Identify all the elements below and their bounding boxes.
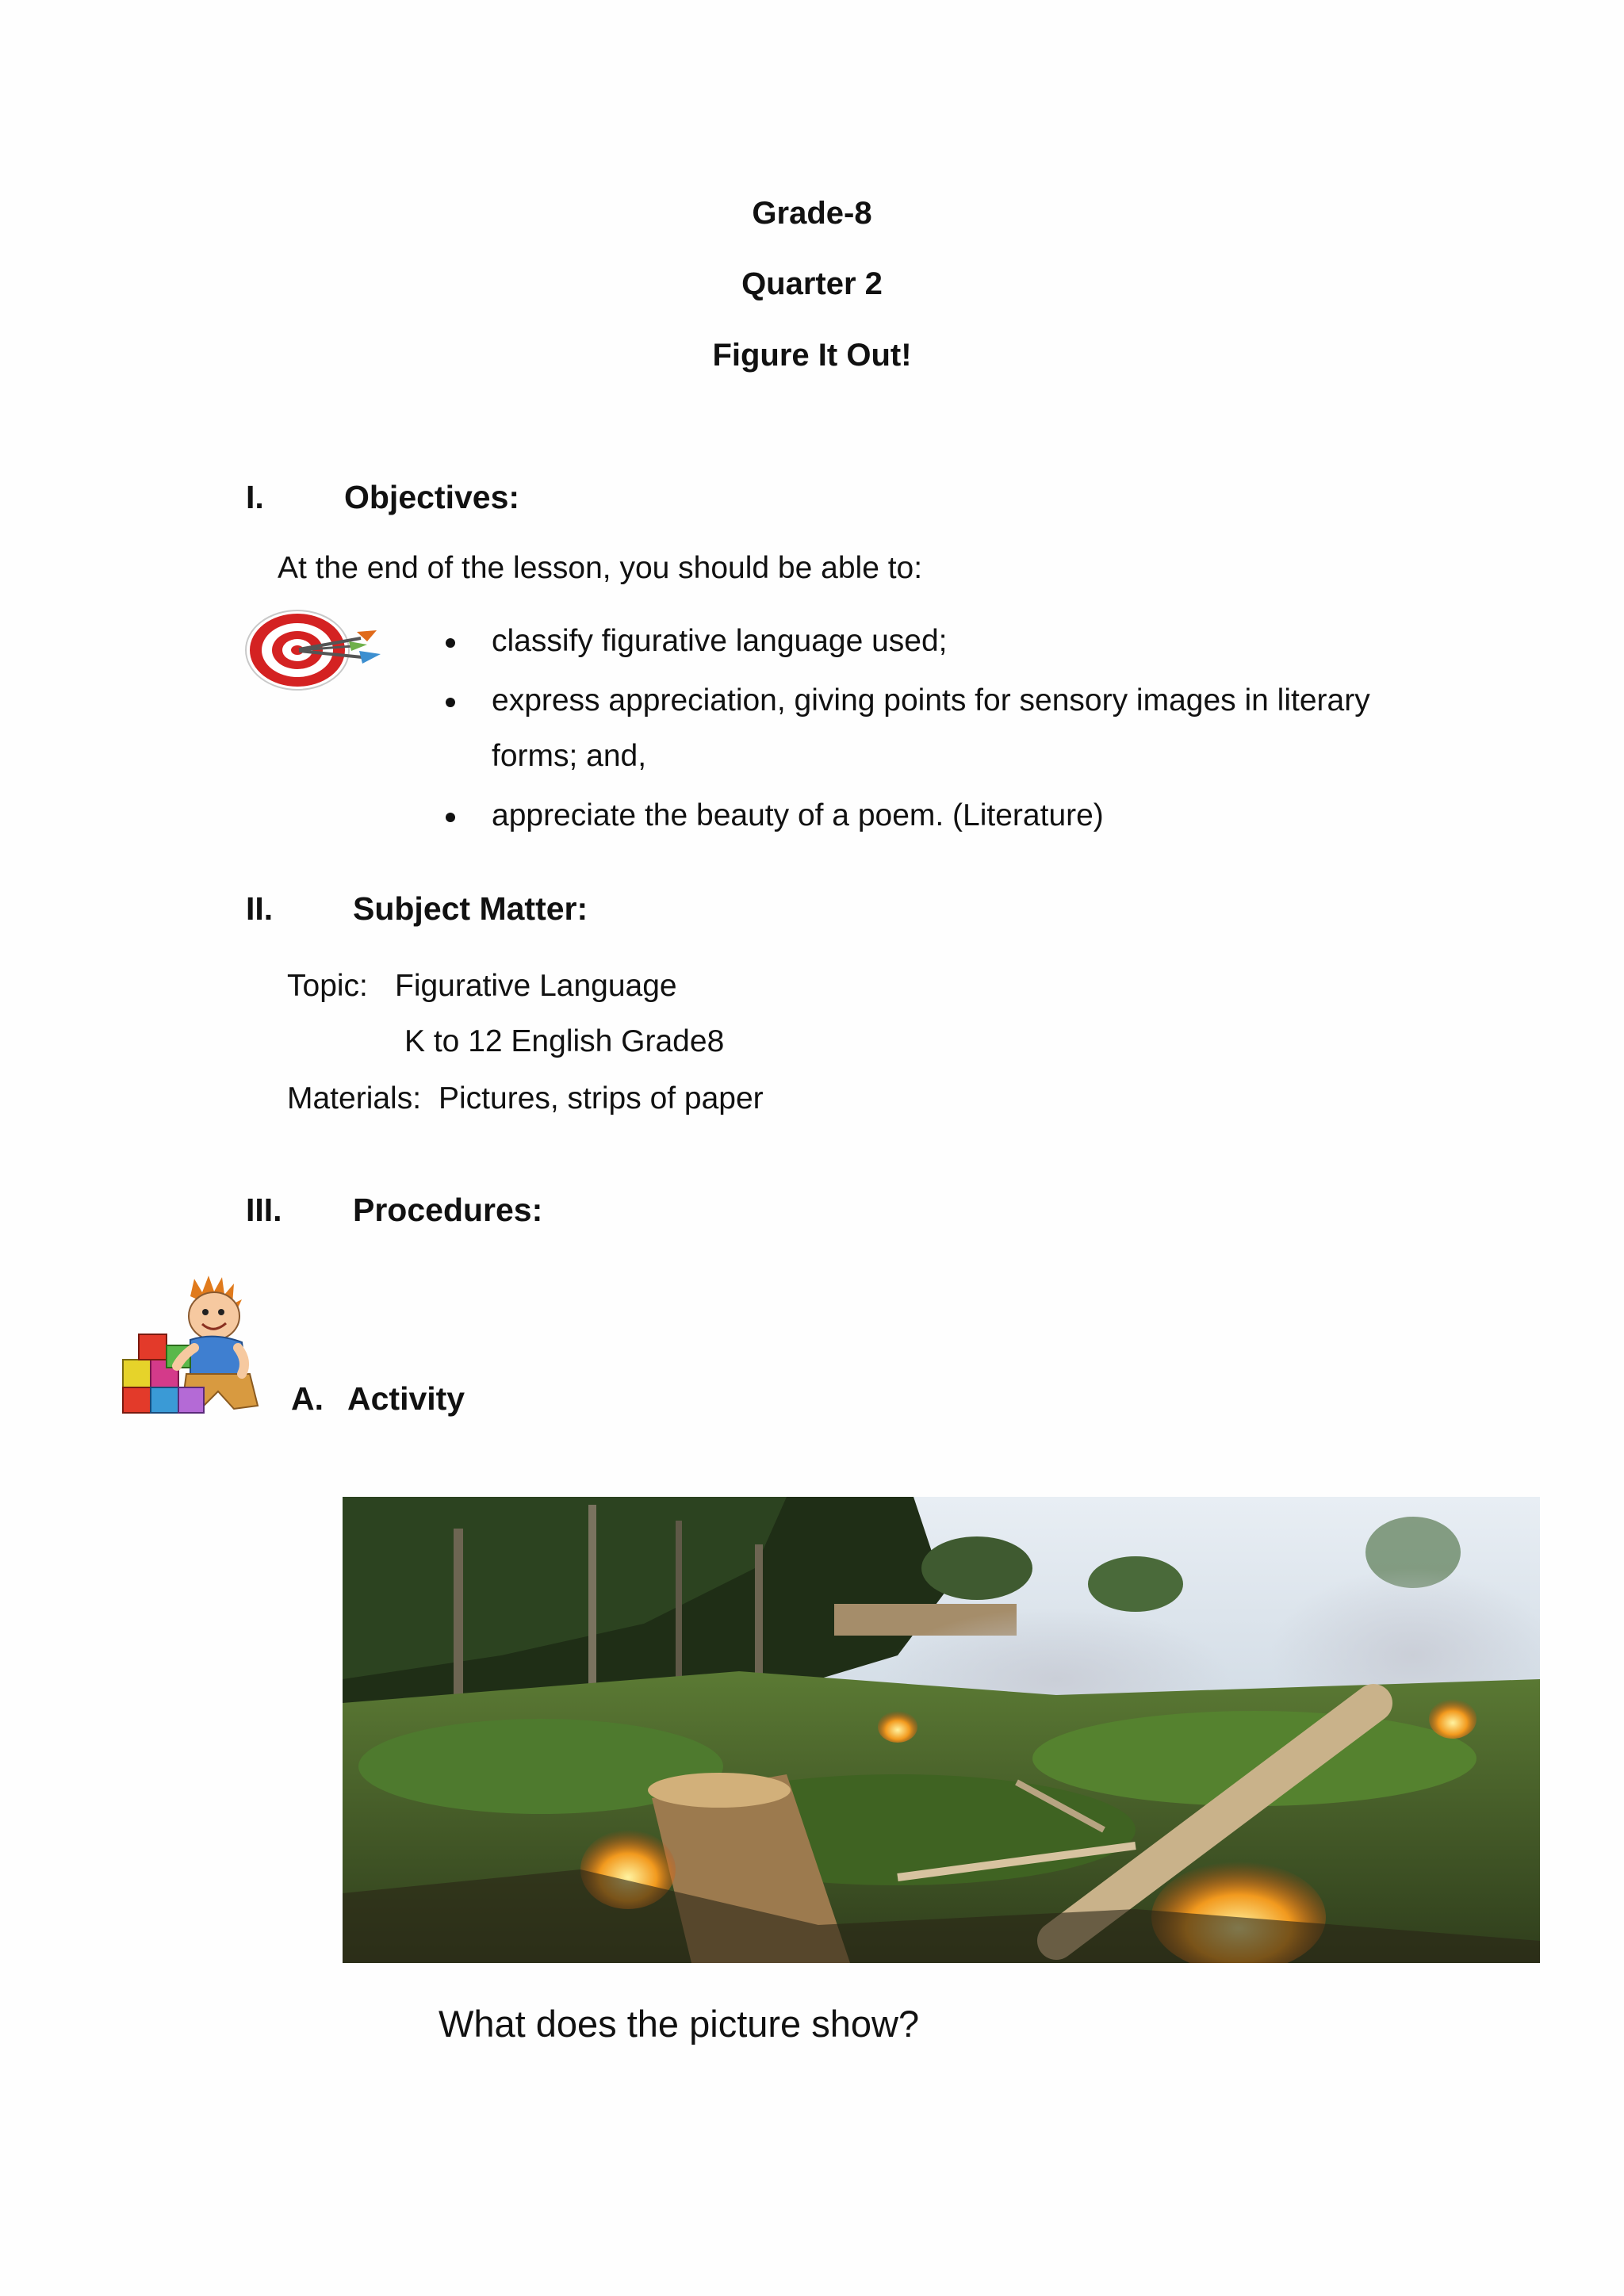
objectives-number: I. [246,479,264,515]
objective-item-3: appreciate the beauty of a poem. (Literature) [492,798,1104,832]
topic-value: Figurative Language [395,969,677,1003]
grade-title: Grade-8 [752,196,872,231]
procedures-heading: Procedures: [353,1192,543,1228]
photo-question: What does the picture show? [439,2003,920,2045]
objectives-intro: At the end of the lesson, you should be able to: [278,551,923,585]
subject-matter-number: II. [246,890,274,927]
objectives-heading: Objectives: [344,479,520,515]
activity-label: Activity [347,1380,465,1417]
objective-bullet [446,638,455,648]
activity-letter: A. [291,1380,324,1417]
objective-bullet [446,813,455,822]
deforestation-photo [343,1497,1540,1963]
lesson-title: Figure It Out! [712,338,912,373]
objective-item-2-line-2: forms; and, [492,739,647,773]
child-with-blocks-icon [115,1272,278,1415]
subject-matter-heading: Subject Matter: [353,890,588,927]
topic-label: Topic: [287,969,368,1003]
materials-label: Materials: [287,1081,422,1115]
materials-value: Pictures, strips of paper [439,1081,764,1115]
objective-item-1: classify figurative language used; [492,624,948,658]
objective-bullet [446,698,455,707]
objective-item-2-line-1: express appreciation, giving points for sensory images in literary [492,683,1370,718]
procedures-number: III. [246,1192,282,1228]
target-dart-icon [242,607,385,694]
quarter-title: Quarter 2 [741,266,883,301]
reference-text: K to 12 English Grade8 [404,1024,725,1058]
